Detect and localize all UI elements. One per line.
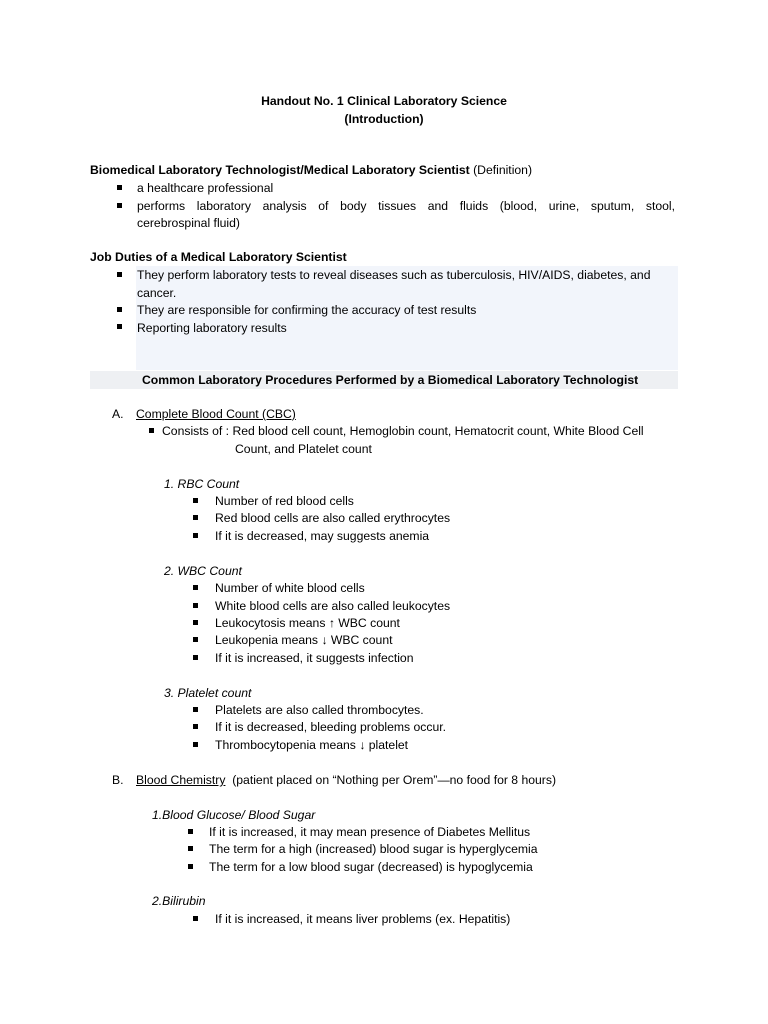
list-item: Red blood cells are also called erythrocytes <box>215 511 451 525</box>
list-item: Thrombocytopenia means ↓ platelet <box>215 738 409 752</box>
list-item: If it is decreased, bleeding problems occur. <box>215 720 447 734</box>
list-item: They perform laboratory tests to reveal diseases such as tuberculosis, HIV/AIDS, diabetes, and <box>137 268 651 282</box>
bullet-icon <box>188 829 193 834</box>
bullet-icon <box>193 742 198 747</box>
list-item: The term for a high (increased) blood sugar is hyperglycemia <box>209 842 538 856</box>
bullet-icon <box>193 724 198 729</box>
wbc-subheading: 2. WBC Count <box>164 564 242 578</box>
list-item: Platelets are also called thrombocytes. <box>215 703 424 717</box>
bullet-icon <box>193 603 198 608</box>
page-subtitle: (Introduction) <box>344 112 424 126</box>
section-a-title: Complete Blood Count (CBC) <box>136 407 296 421</box>
bullet-icon <box>188 864 193 869</box>
list-item: a healthcare professional <box>137 181 274 195</box>
list-item: The term for a low blood sugar (decreased) is hypoglycemia <box>209 860 533 874</box>
list-item: If it is increased, it means liver problems (ex. Hepatitis) <box>215 912 511 926</box>
list-item: Number of white blood cells <box>215 581 365 595</box>
section-a-letter: A. <box>112 407 124 421</box>
bullet-icon <box>193 533 198 538</box>
list-item: performs laboratory analysis of body tissues and fluids (blood, urine, sputum, stool, <box>137 199 675 213</box>
bullet-icon <box>193 707 198 712</box>
list-item: White blood cells are also called leukocytes <box>215 599 451 613</box>
platelet-subheading: 3. Platelet count <box>164 686 252 700</box>
bullet-icon <box>149 428 154 433</box>
bullet-icon <box>188 846 193 851</box>
list-item-continuation: Count, and Platelet count <box>235 442 372 456</box>
rbc-subheading: 1. RBC Count <box>164 477 240 491</box>
list-item: If it is increased, it may mean presence of Diabetes Mellitus <box>209 825 531 839</box>
list-item: If it is increased, it suggests infection <box>215 651 414 665</box>
list-item: Consists of : Red blood cell count, Hemoglobin count, Hematocrit count, White Blood Cell <box>162 424 644 438</box>
section-b-title: Blood Chemistry <box>136 773 226 787</box>
list-item: They are responsible for confirming the accuracy of test results <box>137 303 477 317</box>
list-item-continuation: cancer. <box>137 286 177 300</box>
bullet-icon <box>193 620 198 625</box>
procedures-heading: Common Laboratory Procedures Performed by a Biomedical Laboratory Technologist <box>142 373 639 387</box>
definition-heading-suffix: (Definition) <box>473 163 533 177</box>
bullet-icon <box>117 185 122 190</box>
definition-heading <box>90 162 532 179</box>
list-item: Leukocytosis means ↑ WBC count <box>215 616 400 630</box>
bullet-icon <box>193 585 198 590</box>
bullet-icon <box>117 307 122 312</box>
section-b-note: (patient placed on “Nothing per Orem”—no food for 8 hours) <box>232 773 557 787</box>
bullet-icon <box>193 637 198 642</box>
job-duties-heading: Job Duties of a Medical Laboratory Scientist <box>90 250 347 264</box>
list-item: If it is decreased, may suggests anemia <box>215 529 430 543</box>
bullet-icon <box>193 916 198 921</box>
bullet-icon <box>193 515 198 520</box>
bullet-icon <box>193 655 198 660</box>
bullet-icon <box>117 272 122 277</box>
list-item: Number of red blood cells <box>215 494 354 508</box>
list-item: Reporting laboratory results <box>137 321 287 335</box>
list-item: Leukopenia means ↓ WBC count <box>215 633 393 647</box>
bullet-icon <box>193 498 198 503</box>
bilirubin-subheading: 2.Bilirubin <box>152 894 206 908</box>
bullet-icon <box>117 203 122 208</box>
glucose-subheading: 1.Blood Glucose/ Blood Sugar <box>152 808 316 822</box>
section-b-heading <box>136 772 556 789</box>
page-title: Handout No. 1 Clinical Laboratory Science <box>261 94 507 108</box>
section-b-letter: B. <box>112 773 124 787</box>
bullet-icon <box>117 324 122 329</box>
list-item-continuation: cerebrospinal fluid) <box>137 216 240 230</box>
definition-heading-text: Biomedical Laboratory Technologist/Medical Laboratory Scientist <box>90 163 470 177</box>
